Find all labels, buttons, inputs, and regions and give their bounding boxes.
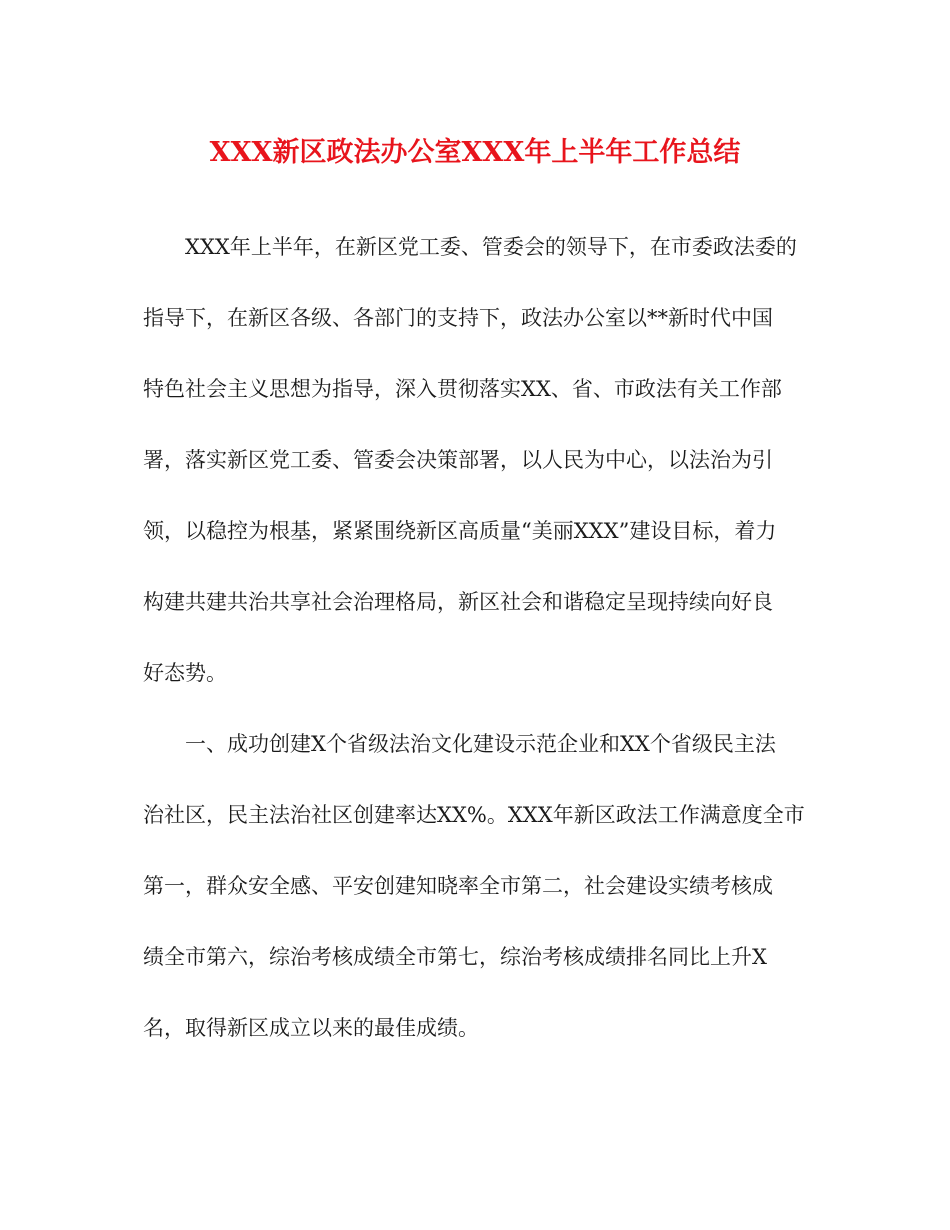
text-line: 指导下，在新区各级、各部门的支持下，政法办公室以**新时代中国	[143, 306, 773, 330]
text-line: 名，取得新区成立以来的最佳成绩。	[143, 1016, 479, 1040]
paragraph-section-one	[143, 709, 807, 1064]
text-line: 构建共建共治共享社会治理格局，新区社会和谐稳定呈现持续向好良	[143, 590, 773, 614]
document-title: XXX新区政法办公室XXX年上半年工作总结	[209, 137, 741, 168]
document-body	[143, 212, 807, 1064]
text-line: 第一，群众安全感、平安创建知晓率全市第二，社会建设实绩考核成	[143, 874, 773, 898]
text-line: 领，以稳控为根基，紧紧围绕新区高质量“美丽XXX”建设目标，着力	[143, 519, 777, 543]
paragraph-intro	[143, 212, 807, 709]
text-line: 署，落实新区党工委、管委会决策部署，以人民为中心，以法治为引	[143, 448, 773, 472]
text-line: 好态势。	[143, 661, 227, 685]
text-line: XXX年上半年，在新区党工委、管委会的领导下，在市委政法委的	[185, 235, 797, 259]
text-line: 绩全市第六，综治考核成绩全市第七，综治考核成绩排名同比上升X	[143, 945, 767, 969]
text-line: 一、成功创建X个省级法治文化建设示范企业和XX个省级民主法	[185, 732, 776, 756]
text-line: 治社区，民主法治社区创建率达XX%。XXX年新区政法工作满意度全市	[143, 803, 805, 827]
text-line: 特色社会主义思想为指导，深入贯彻落实XX、省、市政法有关工作部	[143, 377, 782, 401]
